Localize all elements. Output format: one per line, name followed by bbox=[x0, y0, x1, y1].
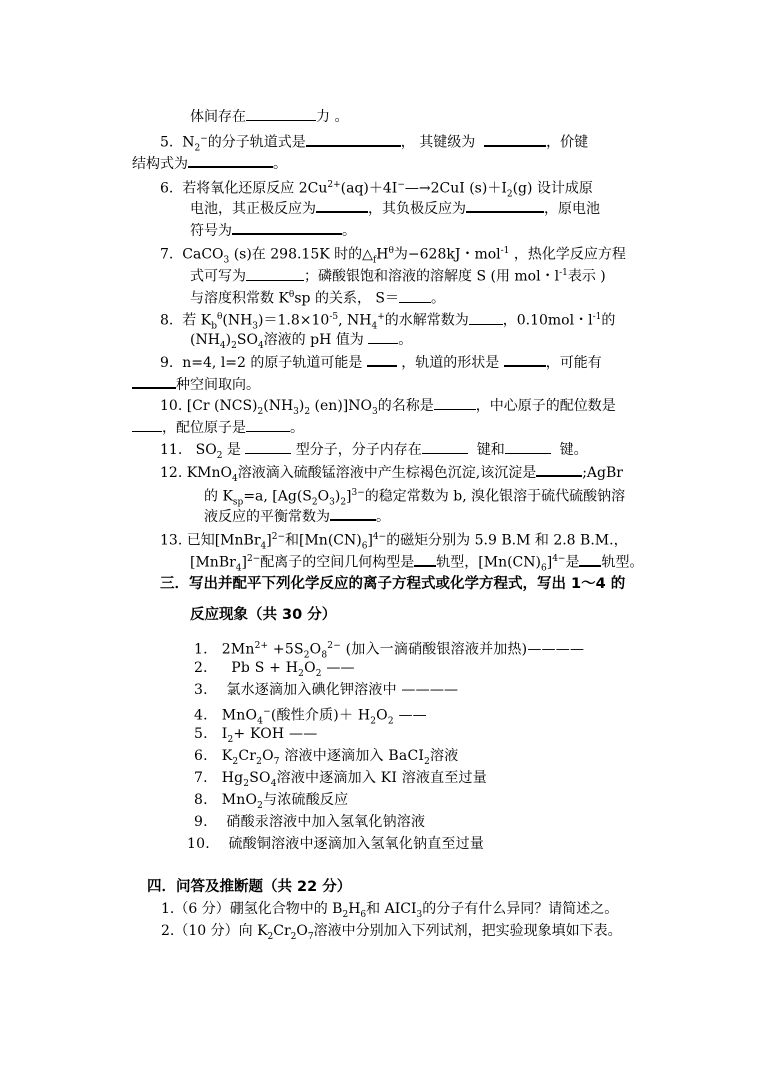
subscript: 3 bbox=[293, 406, 299, 417]
text: ) bbox=[334, 488, 341, 505]
subscript: 2 bbox=[304, 406, 311, 417]
subscript: 8 bbox=[321, 650, 328, 661]
question-number: 13. bbox=[160, 532, 183, 549]
subscript: sp bbox=[232, 497, 244, 508]
answer-blank[interactable] bbox=[434, 395, 476, 410]
text: —— bbox=[393, 707, 427, 724]
section-3-subtitle: 反应现象（共 30 分） bbox=[190, 607, 337, 623]
text: ；磷酸银饱和溶液的溶解度 S (用 mol・l bbox=[304, 268, 560, 285]
text: H bbox=[376, 246, 389, 263]
text: 型分子，分子内存在 bbox=[295, 442, 422, 458]
text: O bbox=[296, 923, 308, 939]
text: ，可能有 bbox=[545, 355, 602, 371]
text: 轨型。 bbox=[601, 554, 644, 571]
question-9-line1 bbox=[160, 351, 602, 373]
subscript: 2 bbox=[290, 931, 297, 942]
text: 溶液中分别加入下列试剂，把实验现象填如下表。 bbox=[313, 923, 622, 939]
text: (aq)＋4I bbox=[340, 180, 398, 197]
text: MnO bbox=[221, 792, 258, 808]
subscript: 3 bbox=[252, 321, 259, 332]
subscript: 2 bbox=[340, 497, 347, 508]
text: +5S bbox=[268, 641, 304, 658]
text: 电池，其正极反应为 bbox=[190, 201, 316, 217]
text: I bbox=[221, 726, 228, 742]
text: 。 bbox=[398, 332, 413, 348]
subscript: 4 bbox=[219, 340, 226, 351]
text: 若将氧化还原反应 2Cu bbox=[182, 180, 328, 197]
answer-blank[interactable] bbox=[399, 288, 431, 303]
subscript: 4 bbox=[371, 321, 378, 332]
subscript: 2 bbox=[370, 716, 377, 727]
superscript: − bbox=[200, 134, 208, 144]
text: 表示 ) bbox=[567, 268, 606, 285]
superscript: 2− bbox=[271, 532, 285, 542]
list-item bbox=[187, 834, 484, 854]
text: 是 bbox=[565, 554, 580, 571]
answer-blank[interactable] bbox=[316, 197, 368, 213]
text: ] bbox=[346, 488, 352, 505]
section-4-title: 四．问答及推断题（共 22 分） bbox=[147, 879, 352, 895]
subscript: 7 bbox=[307, 931, 314, 942]
text: 轨型，[Mn(CN) bbox=[436, 554, 541, 571]
subscript: 4 bbox=[257, 716, 264, 727]
answer-blank[interactable] bbox=[232, 219, 342, 235]
text: ，其负极反应为 bbox=[368, 201, 466, 217]
answer-blank[interactable] bbox=[579, 551, 601, 567]
text: 符号为 bbox=[190, 223, 232, 239]
subscript: 7 bbox=[273, 756, 280, 767]
subscript: 4 bbox=[260, 541, 267, 552]
text: 的分子轨道式是 bbox=[207, 134, 306, 151]
subscript: 2 bbox=[267, 931, 274, 942]
q4-continuation bbox=[190, 106, 348, 127]
subscript: b bbox=[211, 321, 217, 332]
item-number: 5. bbox=[194, 726, 208, 742]
text: N bbox=[182, 134, 195, 151]
list-item bbox=[194, 680, 458, 700]
text: ] bbox=[546, 554, 553, 571]
text: 的磁矩分别为 5.9 B.M 和 2.8 B.M.， bbox=[386, 532, 628, 549]
item-number: 3. bbox=[194, 682, 208, 698]
superscript: 2+ bbox=[254, 641, 269, 651]
question-10-line2 bbox=[132, 417, 304, 438]
superscript: 4− bbox=[552, 554, 566, 564]
subscript: 2 bbox=[506, 189, 513, 200]
text: 的名称是 bbox=[377, 398, 434, 414]
text: 。 bbox=[290, 420, 304, 436]
text: 和 AICI bbox=[366, 901, 417, 917]
subscript: 2 bbox=[232, 756, 239, 767]
answer-blank[interactable] bbox=[422, 439, 468, 454]
subscript: 2 bbox=[256, 756, 263, 767]
question-6-line3 bbox=[190, 219, 356, 241]
text: 。 bbox=[273, 156, 287, 172]
item-number: 10. bbox=[187, 836, 210, 852]
superscript: -1 bbox=[500, 246, 510, 256]
text: 的水解常数为 bbox=[384, 312, 469, 329]
text: =a, [Ag(S bbox=[243, 488, 312, 505]
text: sp 的关系， S＝ bbox=[294, 290, 399, 307]
superscript: 3− bbox=[351, 488, 365, 498]
question-7-line2 bbox=[190, 263, 606, 287]
superscript: 2− bbox=[247, 554, 261, 564]
subscript: 6 bbox=[361, 541, 368, 552]
question-number: 11. bbox=[160, 442, 183, 458]
text: (加入一滴硝酸银溶液并加热)———— bbox=[340, 641, 585, 658]
superscript: + bbox=[377, 312, 385, 322]
text: 已知[MnBr bbox=[186, 532, 261, 549]
answer-blank[interactable] bbox=[306, 131, 401, 147]
text: 氯水逐滴加入碘化钾溶液中 ———— bbox=[226, 682, 459, 698]
subscript: 3 bbox=[223, 255, 230, 266]
answer-blank[interactable] bbox=[188, 152, 273, 168]
text: Hg bbox=[221, 770, 244, 786]
subscript: 3 bbox=[416, 909, 423, 920]
text: + KOH —— bbox=[233, 726, 318, 742]
text: O bbox=[304, 660, 316, 676]
text: (NH bbox=[190, 332, 220, 348]
text: K bbox=[221, 748, 233, 764]
answer-blank[interactable] bbox=[246, 266, 304, 281]
text: 溶液中逐滴加入 KI 溶液直至过量 bbox=[276, 770, 487, 786]
text: (g) 设计成原 bbox=[512, 180, 593, 197]
text: 的 K bbox=[204, 488, 233, 505]
text: 键。 bbox=[559, 442, 588, 458]
item-number: 6. bbox=[194, 748, 208, 764]
subscript: 2 bbox=[257, 800, 264, 811]
text: ，中心原子的配位数是 bbox=[475, 398, 616, 414]
list-item bbox=[194, 812, 425, 832]
superscript: θ bbox=[216, 312, 223, 322]
subscript: 2 bbox=[194, 143, 201, 154]
text: Cr bbox=[273, 923, 291, 939]
answer-blank[interactable] bbox=[246, 417, 290, 432]
subscript: 2 bbox=[216, 450, 223, 461]
superscript: -1 bbox=[592, 312, 602, 322]
question-number: 6. bbox=[160, 180, 174, 197]
question-number: 5. bbox=[160, 134, 174, 151]
question-number: 12. bbox=[160, 465, 183, 481]
text: )＝1.8×10 bbox=[258, 312, 330, 329]
text: 和[Mn(CN) bbox=[285, 532, 362, 549]
subscript: 2 bbox=[227, 734, 234, 745]
item-number: 7. bbox=[194, 770, 208, 786]
subscript: 2 bbox=[303, 650, 310, 661]
text: 是 bbox=[226, 442, 241, 458]
text: 键和 bbox=[476, 442, 505, 458]
superscript: − bbox=[263, 707, 271, 717]
text: (NH bbox=[222, 312, 253, 329]
text: SO bbox=[249, 770, 271, 786]
text: , NH bbox=[338, 312, 372, 329]
subscript: 2 bbox=[257, 406, 264, 417]
section-4-question-2 bbox=[161, 921, 622, 947]
text: O bbox=[317, 488, 330, 505]
answer-blank[interactable] bbox=[536, 461, 582, 477]
text: 结构式为 bbox=[132, 156, 188, 172]
text: H bbox=[348, 901, 361, 917]
text: —→2CuI (s)＋I bbox=[404, 180, 507, 197]
text: 硫酸铜溶液中逐滴加入氢氧化钠直至过量 bbox=[228, 836, 485, 852]
text: ，价键 bbox=[546, 134, 589, 151]
subscript: 6 bbox=[360, 909, 367, 920]
answer-blank[interactable] bbox=[469, 310, 503, 325]
text: O bbox=[309, 641, 322, 658]
item-number: 4. bbox=[194, 707, 208, 724]
question-12-line3 bbox=[204, 505, 390, 527]
question-7-line3 bbox=[190, 285, 445, 309]
superscript: 4− bbox=[372, 532, 387, 542]
text: 的分子有什么异同？请简述之。 bbox=[422, 901, 619, 917]
text: Pb S + H bbox=[231, 660, 299, 676]
subscript: 2 bbox=[231, 340, 237, 351]
subscript: 4 bbox=[232, 473, 238, 484]
superscript: 2− bbox=[327, 641, 341, 651]
text: ，原电池 bbox=[544, 201, 600, 217]
subscript: 4 bbox=[257, 340, 264, 351]
text: 溶液的 pH 值为 bbox=[263, 332, 364, 348]
question-number: 8. bbox=[160, 312, 174, 329]
subscript: 2 bbox=[298, 668, 305, 679]
text: MnO bbox=[221, 707, 258, 724]
answer-blank[interactable] bbox=[132, 417, 162, 432]
text: 溶液滴入硫酸锰溶液中产生棕褐色沉淀,该沉淀是 bbox=[237, 465, 537, 481]
text: 2.（10 分）向 K bbox=[161, 923, 268, 939]
answer-blank[interactable] bbox=[132, 373, 176, 389]
text: O bbox=[262, 748, 274, 764]
text: [Cr (NCS) bbox=[186, 398, 258, 414]
subscript: 2 bbox=[243, 778, 250, 789]
answer-blank[interactable] bbox=[367, 351, 397, 367]
text: 2Mn bbox=[221, 641, 255, 658]
question-6-line2 bbox=[190, 197, 600, 219]
text: 与溶度积常数 K bbox=[190, 290, 289, 307]
subscript: 3 bbox=[329, 497, 335, 508]
question-number: 9. bbox=[160, 355, 174, 371]
text: (en)]NO bbox=[310, 398, 372, 414]
answer-blank[interactable] bbox=[246, 106, 316, 121]
question-5-line2 bbox=[132, 152, 287, 174]
subscript: 3 bbox=[371, 406, 378, 417]
superscript: -5 bbox=[329, 312, 339, 322]
text: 溶液中逐滴加入 BaCI bbox=[279, 748, 425, 764]
text: 体间存在 bbox=[190, 109, 246, 125]
text: 力 。 bbox=[316, 109, 349, 125]
superscript: -1 bbox=[559, 268, 568, 278]
text: O bbox=[376, 707, 388, 724]
text: 若 K bbox=[182, 312, 212, 329]
text: ] bbox=[241, 554, 247, 571]
answer-blank[interactable] bbox=[330, 505, 376, 521]
subscript: 2 bbox=[387, 716, 394, 727]
item-number: 1. bbox=[194, 641, 208, 658]
text: CaCO bbox=[182, 246, 224, 263]
answer-blank[interactable] bbox=[484, 131, 546, 147]
text: 溶液 bbox=[430, 748, 459, 764]
text: ， 其键级为 bbox=[400, 134, 476, 151]
subscript: 4 bbox=[270, 778, 277, 789]
subscript: 2 bbox=[424, 756, 431, 767]
text: ] bbox=[266, 532, 272, 549]
text: —— bbox=[321, 660, 355, 676]
text: 。 bbox=[376, 509, 390, 525]
answer-blank[interactable] bbox=[245, 439, 291, 454]
question-number: 10. bbox=[160, 398, 183, 414]
text: 式可写为 bbox=[190, 268, 246, 285]
item-number: 8. bbox=[194, 792, 208, 808]
answer-blank[interactable] bbox=[466, 197, 544, 213]
question-number: 7. bbox=[160, 246, 174, 263]
subscript: f bbox=[372, 255, 377, 266]
text: ;AgBr bbox=[582, 465, 623, 481]
text: ) bbox=[225, 332, 232, 348]
subscript: 2 bbox=[342, 909, 349, 920]
text: [MnBr bbox=[190, 554, 236, 571]
text: (s)在 298.15K 时的△ bbox=[229, 246, 373, 263]
subscript: 2 bbox=[311, 497, 318, 508]
subscript: 6 bbox=[540, 563, 547, 574]
text: ，配位原子是 bbox=[162, 420, 246, 436]
text: Cr bbox=[238, 748, 257, 764]
answer-blank[interactable] bbox=[414, 551, 436, 567]
superscript: θ bbox=[388, 246, 394, 256]
text: 硝酸汞溶液中加入氢氧化钠溶液 bbox=[226, 814, 426, 830]
answer-blank[interactable] bbox=[368, 329, 398, 344]
text: 配离子的空间几何构型是 bbox=[260, 554, 415, 571]
text: ] bbox=[367, 532, 373, 549]
text: ，轨道的形状是 bbox=[401, 355, 500, 371]
text: KMnO bbox=[186, 465, 233, 481]
text: SO bbox=[236, 332, 258, 348]
text: 种空间取向。 bbox=[176, 377, 260, 393]
item-number: 2． bbox=[194, 660, 218, 676]
text: n=4, l=2 的原子轨道可能是 bbox=[182, 355, 363, 371]
text: ，0.10mol・l bbox=[502, 312, 593, 329]
text: 的稳定常数为 b, 溴化银溶于硫代硫酸钠溶 bbox=[364, 488, 626, 505]
text: ，热化学反应方程 bbox=[509, 246, 626, 263]
text: 1.（6 分）硼氢化合物中的 B bbox=[161, 901, 343, 917]
text: 为−628kJ・mol bbox=[393, 246, 501, 263]
answer-blank[interactable] bbox=[505, 439, 551, 454]
text: (酸性介质)＋ H bbox=[270, 707, 371, 724]
subscript: 4 bbox=[235, 563, 242, 574]
section-3-title: 三．写出并配平下列化学反应的离子方程式或化学方程式，写出 1～4 的 bbox=[160, 576, 626, 592]
answer-blank[interactable] bbox=[504, 351, 546, 367]
text: 。 bbox=[430, 290, 445, 307]
question-9-line2 bbox=[132, 373, 260, 395]
text: 。 bbox=[342, 223, 356, 239]
superscript: − bbox=[397, 180, 405, 190]
text: 的 bbox=[601, 312, 616, 329]
subscript: 2 bbox=[315, 668, 322, 679]
text: (NH bbox=[263, 398, 294, 414]
text: 与浓硫酸反应 bbox=[263, 792, 349, 808]
superscript: θ bbox=[288, 290, 295, 300]
text: 液反应的平衡常数为 bbox=[204, 509, 330, 525]
superscript: 2+ bbox=[327, 180, 341, 190]
text: ) bbox=[298, 398, 305, 414]
item-number: 9. bbox=[194, 814, 208, 830]
text: SO bbox=[195, 442, 217, 458]
